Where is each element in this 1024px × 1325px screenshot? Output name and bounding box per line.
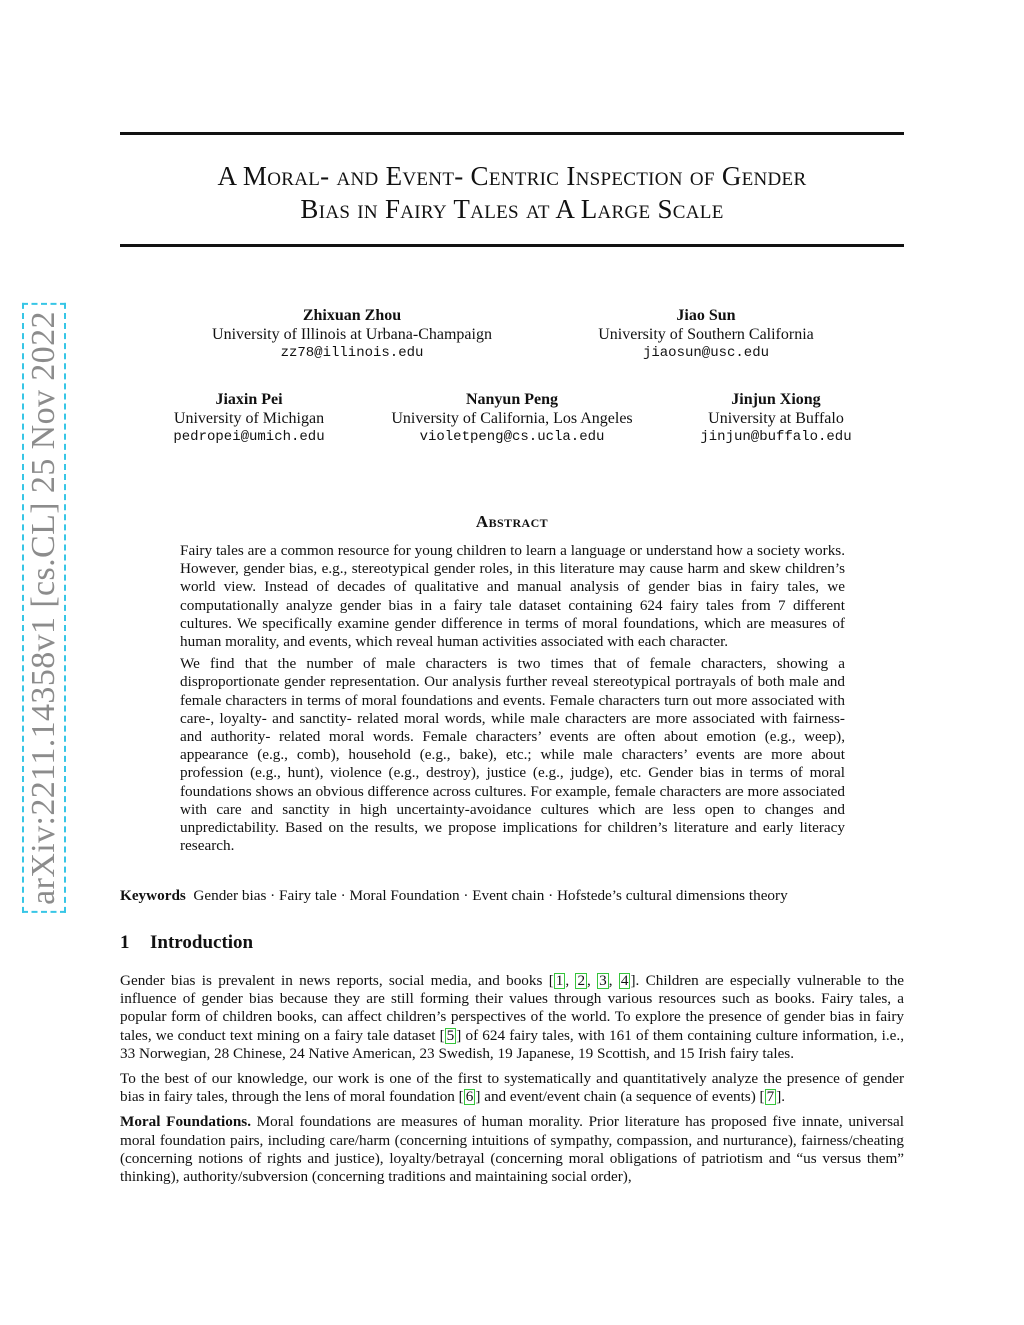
author-email[interactable]: jinjun@buffalo.edu — [700, 429, 852, 445]
author-block — [598, 306, 814, 363]
author-block — [700, 390, 851, 447]
citation-link[interactable]: 7 — [766, 1088, 775, 1106]
author-email[interactable]: jiaosun@usc.edu — [642, 345, 770, 361]
author-name: Jiaxin Pei — [215, 391, 283, 408]
citation-link[interactable]: 4 — [620, 972, 629, 989]
body-paragraph: Gender bias is prevalent in news reports, social media, and books [ 1 , 2 , 3 , 4 ]. Children are especially vulnerable to the influence of gender bias because they are still forming their values through various resources such as books. Fairy tales, a popular form of children books, can affect children’s perspectives of the world. To explore the presence of gender bias in fairy tales, we conduct text mining on a fairy tale dataset [ 5 ] of 624 fairy tales, with 161 of them containing culture information, i.e., 33 Norwegian, 28 Chinese, 24 Native American, 23 Swedish, 19 Japanese, 19 Scottish, and 15 Irish fairy tales. — [120, 972, 905, 1062]
body-text — [120, 972, 904, 1193]
text-run: Moral foundations are measures of human morality. Prior literature has proposed five innate, universal moral foundation pairs, including care/harm (concerning intuitions of sympathy, compassion, and nurturance), fairness/cheating (concerning notions of rights and justice), loyalty/betrayal (concerning moral obligations of patriotism and “us versus them” thinking), authority/subversion (concerning traditions and maintaining social order), — [120, 1113, 904, 1186]
author-affiliation: University of Illinois at Urbana-Champaign — [212, 326, 492, 343]
citation-link[interactable]: 2 — [577, 972, 586, 989]
abstract-paragraph: We find that the number of male characters is two times that of female characters, showing a disproportionate gender representation. Our analysis further reveal stereotypical portrayals of both male and female characters in terms of moral foundations and events. Female characters turn out more associated with care-, loyalty- and sanctity- related moral words, while male characters are more associated with fairness- and authority- related moral words. Female characters’ events are often about emotion (e.g., weep), appearance (e.g., comb), household (e.g., bake), etc.; while male characters’ events are more about profession (e.g., hunt), violence (e.g., destroy), justice (e.g., judge), etc. Gender bias in terms of moral foundations shows an obvious difference across cultures. For example, female characters are more associated with care and sanctity in high uncertainty-avoidance cultures which are less open to changes and unpredictability. Based on the results, we propose implications for children’s literature and early literacy research. — [180, 655, 845, 855]
text-run: Gender bias is prevalent in news reports, social media, and books [ — [120, 972, 554, 989]
arxiv-identifier-stamp[interactable]: arXiv:2211.14358v1 [cs.CL] 25 Nov 2022 — [22, 303, 66, 913]
abstract-body — [180, 542, 845, 859]
citation-link[interactable]: 3 — [599, 972, 607, 989]
section-number: 1 — [120, 932, 130, 953]
citation-link[interactable]: 5 — [446, 1026, 455, 1044]
author-affiliation: University of Michigan — [173, 410, 325, 427]
author-affiliation: University at Buffalo — [708, 410, 844, 427]
keywords-text: Gender bias · Fairy tale · Moral Foundation · Event chain · Hofstede’s cultural dimensions theory — [193, 887, 788, 904]
author-email[interactable]: violetpeng@cs.ucla.edu — [419, 429, 605, 445]
author-email[interactable]: pedropei@umich.edu — [173, 429, 325, 445]
author-affiliation: University of California, Los Angeles — [391, 410, 633, 427]
text-run: To the best of our knowledge, our work is one of the first to systematically and quantitatively analyze the presence of gender bias in fairy tales, through the lens of moral foundation [ — [120, 1070, 904, 1106]
author-name: Nanyun Peng — [465, 391, 559, 408]
section-heading — [120, 932, 253, 954]
author-block — [212, 306, 492, 363]
section-title: Introduction — [150, 932, 254, 953]
paragraph-lead: Moral Foundations. — [120, 1113, 251, 1131]
keywords-line — [120, 887, 904, 905]
author-name: Jiao Sun — [676, 307, 736, 324]
title-line-1: A Moral- and Event- Centric Inspection of Gender — [217, 161, 807, 191]
text-run: ] and event/event chain (a sequence of events) [ — [475, 1088, 765, 1106]
title-bottom-rule — [120, 244, 904, 247]
author-block — [173, 390, 324, 447]
body-paragraph — [120, 1113, 904, 1186]
text-run: ] of 624 fairy tales, with 161 of them containing culture information, i.e., 33 Norwegian, 28 Chinese, 24 Native American, 23 Swedish, 19 Japanese, 19 Scottish, and 15 Irish fairy tales. — [120, 1026, 904, 1062]
abstract-paragraph: Fairy tales are a common resource for young children to learn a language or understand how a society works. However, gender bias, e.g., stereotypical gender roles, in this literature may cause harm and skew children’s world view. Instead of decades of qualitative and manual analysis of gender bias in fairy tales, we computationally analyze gender bias in a fairy tale dataset containing 624 fairy tales from 7 different cultures. We specifically examine gender difference in terms of moral foundations, which are measures of human morality, and events, which reveal human activities associated with each character. — [180, 542, 845, 651]
keywords-label: Keywords — [120, 887, 186, 904]
abstract-heading: Abstract — [475, 512, 549, 531]
author-email[interactable]: zz78@illinois.edu — [280, 345, 424, 361]
top-rule — [120, 132, 904, 135]
author-affiliation: University of Southern California — [598, 326, 814, 343]
paper-title — [120, 160, 904, 226]
title-line-2: Bias in Fairy Tales at A Large Scale — [300, 194, 724, 224]
body-paragraph — [120, 1070, 904, 1106]
author-block — [391, 390, 632, 447]
author-name: Jinjun Xiong — [731, 391, 821, 408]
text-run: ]. Children are especially vulnerable to the influence of gender bias because they are still forming their values through various resources such as books. Fairy tales, a popular form of children books, can affect children’s perspectives of the world. To explore the presence of gender bias in fairy tales, we conduct text mining on a fairy tale dataset [ — [120, 972, 905, 1044]
citation-link[interactable]: 1 — [555, 972, 564, 989]
author-name: Zhixuan Zhou — [302, 307, 402, 324]
citation-link[interactable]: 6 — [465, 1088, 474, 1106]
text-run: ]. — [776, 1088, 786, 1106]
